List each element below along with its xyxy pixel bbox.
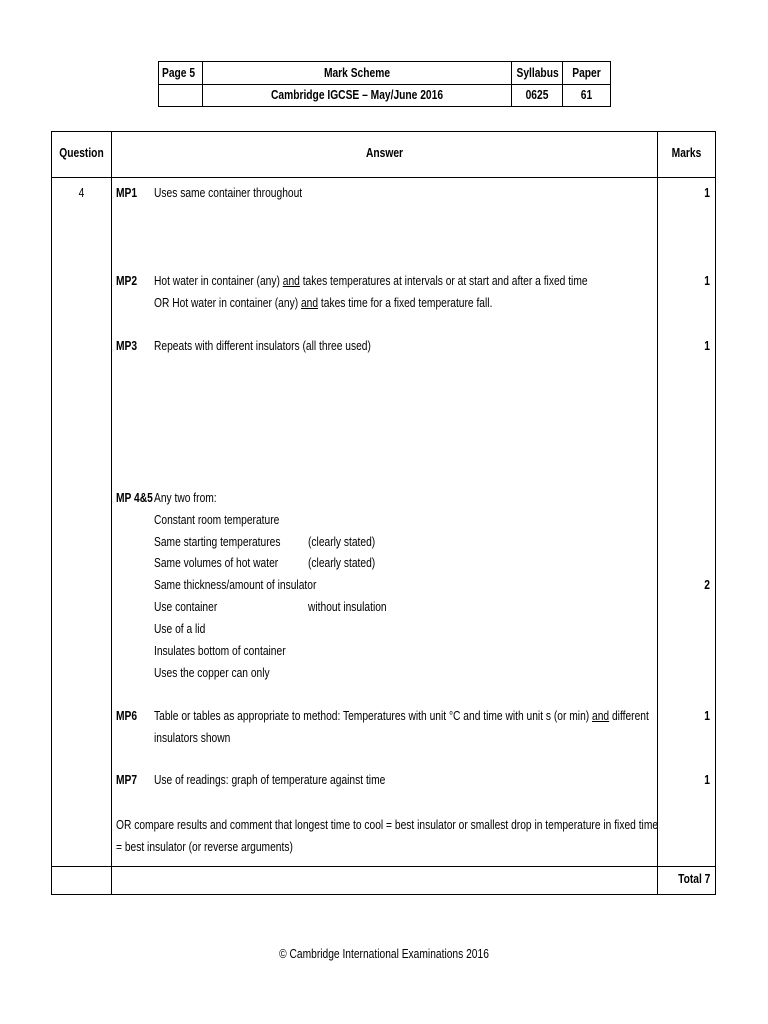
mp45-label: MP 4&5 (116, 491, 153, 505)
mp45-item: Same thickness/amount of insulator (154, 578, 317, 592)
mp2-line1: Hot water in container (any) and takes temperatures at intervals or at start and after a fixed time (154, 274, 588, 288)
mp2-label: MP2 (116, 274, 138, 288)
mp7-label: MP7 (116, 773, 138, 787)
mp3-text: Repeats with different insulators (all three used) (154, 339, 371, 353)
mp45-item: Same starting temperatures (154, 535, 281, 549)
mp45-item: Use container (154, 600, 218, 614)
mp6-mark: 1 (704, 709, 710, 723)
or-line-1: OR compare results and comment that longest time to cool = best insulator or smallest drop in temperature in fixed time (116, 818, 659, 832)
col-header-question: Question (59, 146, 104, 160)
mp1-label: MP1 (116, 186, 138, 200)
header-paper: 61 (580, 88, 593, 102)
header-syllabus-label: Syllabus (516, 66, 559, 80)
header-syllabus: 0625 (525, 88, 549, 102)
mp2-mark: 1 (704, 274, 710, 288)
mp7-text: Use of readings: graph of temperature against time (154, 773, 386, 787)
mp45-note: (clearly stated) (308, 556, 376, 570)
mp7-mark: 1 (704, 773, 710, 787)
or-line-2: = best insulator (or reverse arguments) (116, 840, 293, 854)
mp3-label: MP3 (116, 339, 138, 353)
mp3-mark: 1 (704, 339, 710, 353)
header-exam: Cambridge IGCSE – May/June 2016 (270, 88, 444, 102)
mp45-note: without insulation (308, 600, 387, 614)
mp6-line2: insulators shown (154, 731, 231, 745)
header-paper-label: Paper (572, 66, 601, 80)
mp45-item: Use of a lid (154, 622, 206, 636)
mp1-mark: 1 (704, 186, 710, 200)
col-header-marks: Marks (671, 146, 702, 160)
mp45-item: Same volumes of hot water (154, 556, 279, 570)
mp45-mark: 2 (704, 578, 710, 592)
header-page: Page 5 (162, 66, 196, 80)
mp45-item: Insulates bottom of container (154, 644, 286, 658)
question-number: 4 (78, 186, 85, 200)
mp6-label: MP6 (116, 709, 138, 723)
footer-copyright: © Cambridge International Examinations 2016 (279, 947, 489, 961)
mp45-item: Uses the copper can only (154, 666, 270, 680)
mp6-line1: Table or tables as appropriate to method: Temperatures with unit °C and time with unit s (or min) and different (154, 709, 649, 723)
header-title: Mark Scheme (323, 66, 391, 80)
mp45-intro: Any two from: (154, 491, 217, 505)
mp2-line2: OR Hot water in container (any) and takes time for a fixed temperature fall. (154, 296, 493, 310)
total-marks: Total 7 (677, 872, 710, 886)
col-header-answer: Answer (365, 146, 404, 160)
mp45-note: (clearly stated) (308, 535, 376, 549)
mp45-item: Constant room temperature (154, 513, 280, 527)
mp1-text: Uses same container throughout (154, 186, 303, 200)
